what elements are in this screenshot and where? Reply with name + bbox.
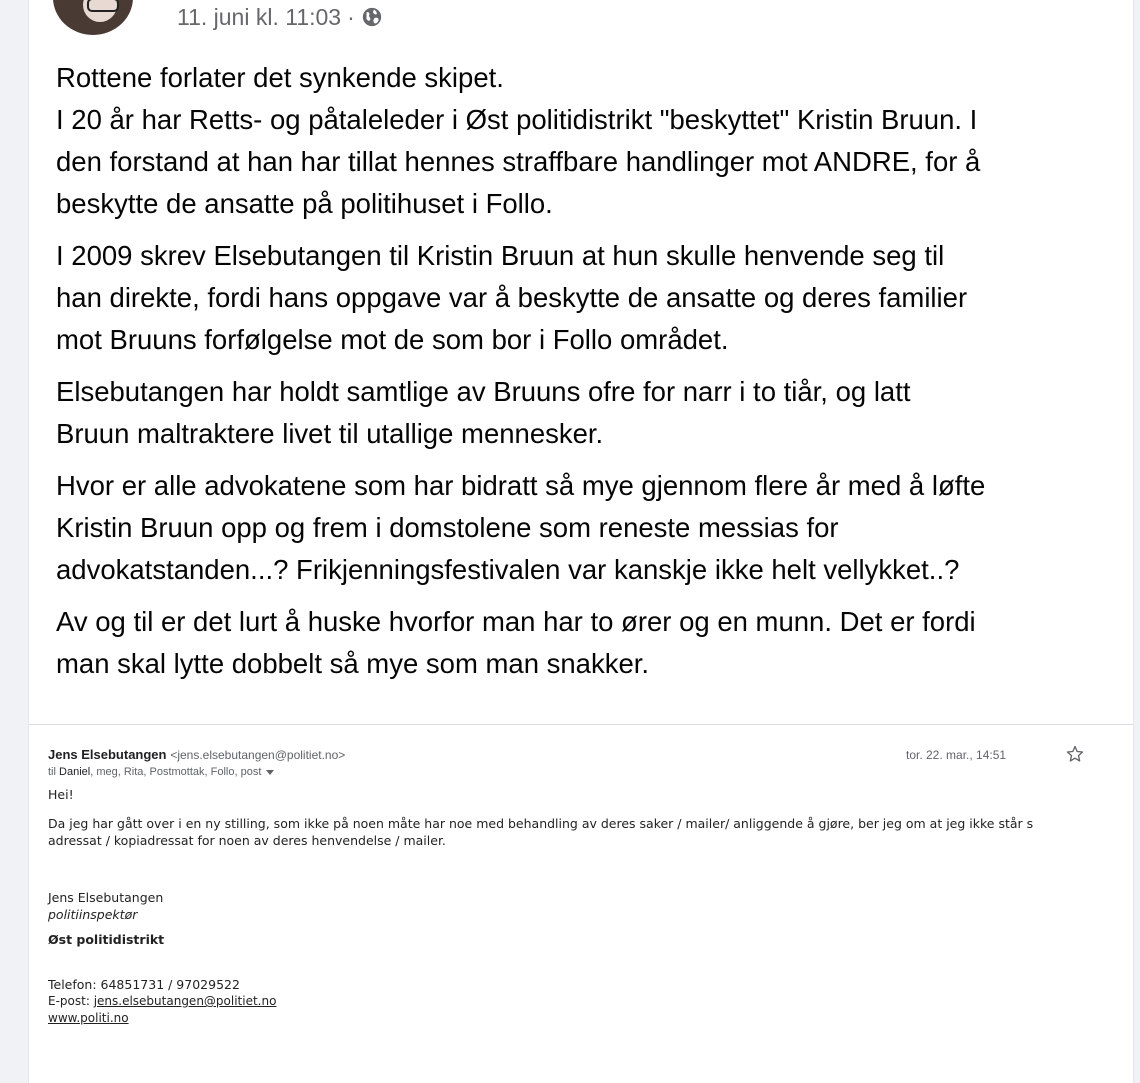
post-paragraph: [56, 371, 1126, 455]
email-to-first: Daniel: [59, 766, 91, 778]
email-body-line: Da jeg har gått over i en ny stilling, som ikke på noen måte har noe med behandling av deres saker / mailer/ anliggende å gjøre, ber jeg om at jeg ikke står s: [48, 816, 1034, 831]
email-to-rest: , meg, Rita, Postmottak, Follo, post: [90, 766, 262, 778]
post-line: han direkte, fordi hans oppgave var å beskytte de ansatte og deres familier: [56, 282, 968, 313]
signature-phone: Telefon: 64851731 / 97029522: [48, 977, 240, 992]
post-line: I 20 år har Retts- og påtaleleder i Øst politidistrikt "beskyttet" Kristin Bruun. I: [56, 104, 978, 135]
post-text: [56, 57, 1126, 695]
post-line: Kristin Bruun opp og frem i domstolene som reneste messias for: [56, 512, 839, 543]
post-line: I 2009 skrev Elsebutangen til Kristin Bruun at hun skulle henvende seg til: [56, 240, 945, 271]
post-paragraph: [56, 601, 1126, 685]
post-timestamp[interactable]: 11. juni kl. 11:03: [177, 3, 342, 30]
meta-separator: ·: [347, 3, 355, 30]
post-meta: [177, 2, 383, 32]
email-sender-name: Jens Elsebutangen: [48, 747, 167, 762]
email-greeting: Hei!: [48, 787, 74, 802]
post-paragraph: [56, 57, 1126, 225]
avatar-glasses: [87, 0, 119, 12]
facebook-post-card: [28, 0, 1134, 1083]
email-date: tor. 22. mar., 14:51: [906, 748, 1007, 762]
email-recipients[interactable]: [48, 764, 1133, 780]
post-line: Hvor er alle advokatene som har bidratt så mye gjennom flere år med å løfte: [56, 470, 986, 501]
email-screenshot: [48, 746, 1133, 1027]
signature-name: Jens Elsebutangen: [48, 890, 164, 905]
signature-website-link[interactable]: www.politi.no: [48, 1011, 129, 1025]
chevron-down-icon[interactable]: [266, 770, 274, 775]
signature-email-row: [48, 993, 1133, 1010]
email-body-line: adressat / kopiadressat for noen av deres henvendelse / mailer.: [48, 833, 446, 848]
email-to-prefix: til: [48, 766, 56, 778]
signature-email-link[interactable]: jens.elsebutangen@politiet.no: [93, 994, 277, 1008]
post-line: Av og til er det lurt å huske hvorfor man har to ører og en munn. Det er fordi: [56, 606, 976, 637]
signature-organization: Øst politidistrikt: [48, 932, 165, 947]
post-paragraph: [56, 235, 1126, 361]
post-line: mot Bruuns forfølgelse mot de som bor i Follo området.: [56, 324, 729, 355]
email-sender-address: <jens.elsebutangen@politiet.no>: [170, 748, 346, 762]
avatar[interactable]: [53, 0, 133, 35]
post-line: den forstand at han har tillat hennes straffbare handlinger mot ANDRE, for å: [56, 146, 981, 177]
post-paragraph: [56, 465, 1126, 591]
divider: [29, 724, 1133, 725]
star-icon[interactable]: [1065, 744, 1085, 764]
signature-email-label: E-post:: [48, 994, 94, 1008]
signature-title: politiinspektør: [48, 907, 138, 922]
post-line: Elsebutangen har holdt samtlige av Bruuns ofre for narr i to tiår, og latt: [56, 376, 911, 407]
email-body: [48, 786, 1133, 1027]
post-line: Rottene forlater det synkende skipet.: [56, 62, 504, 93]
post-line: beskytte de ansatte på politihuset i Follo.: [56, 188, 553, 219]
post-line: man skal lytte dobbelt så mye som man snakker.: [56, 648, 650, 679]
globe-icon[interactable]: [361, 6, 383, 28]
post-line: Bruun maltraktere livet til utallige mennesker.: [56, 418, 604, 449]
post-line: advokatstanden...? Frikjenningsfestivalen var kanskje ikke helt vellykket..?: [56, 554, 960, 585]
